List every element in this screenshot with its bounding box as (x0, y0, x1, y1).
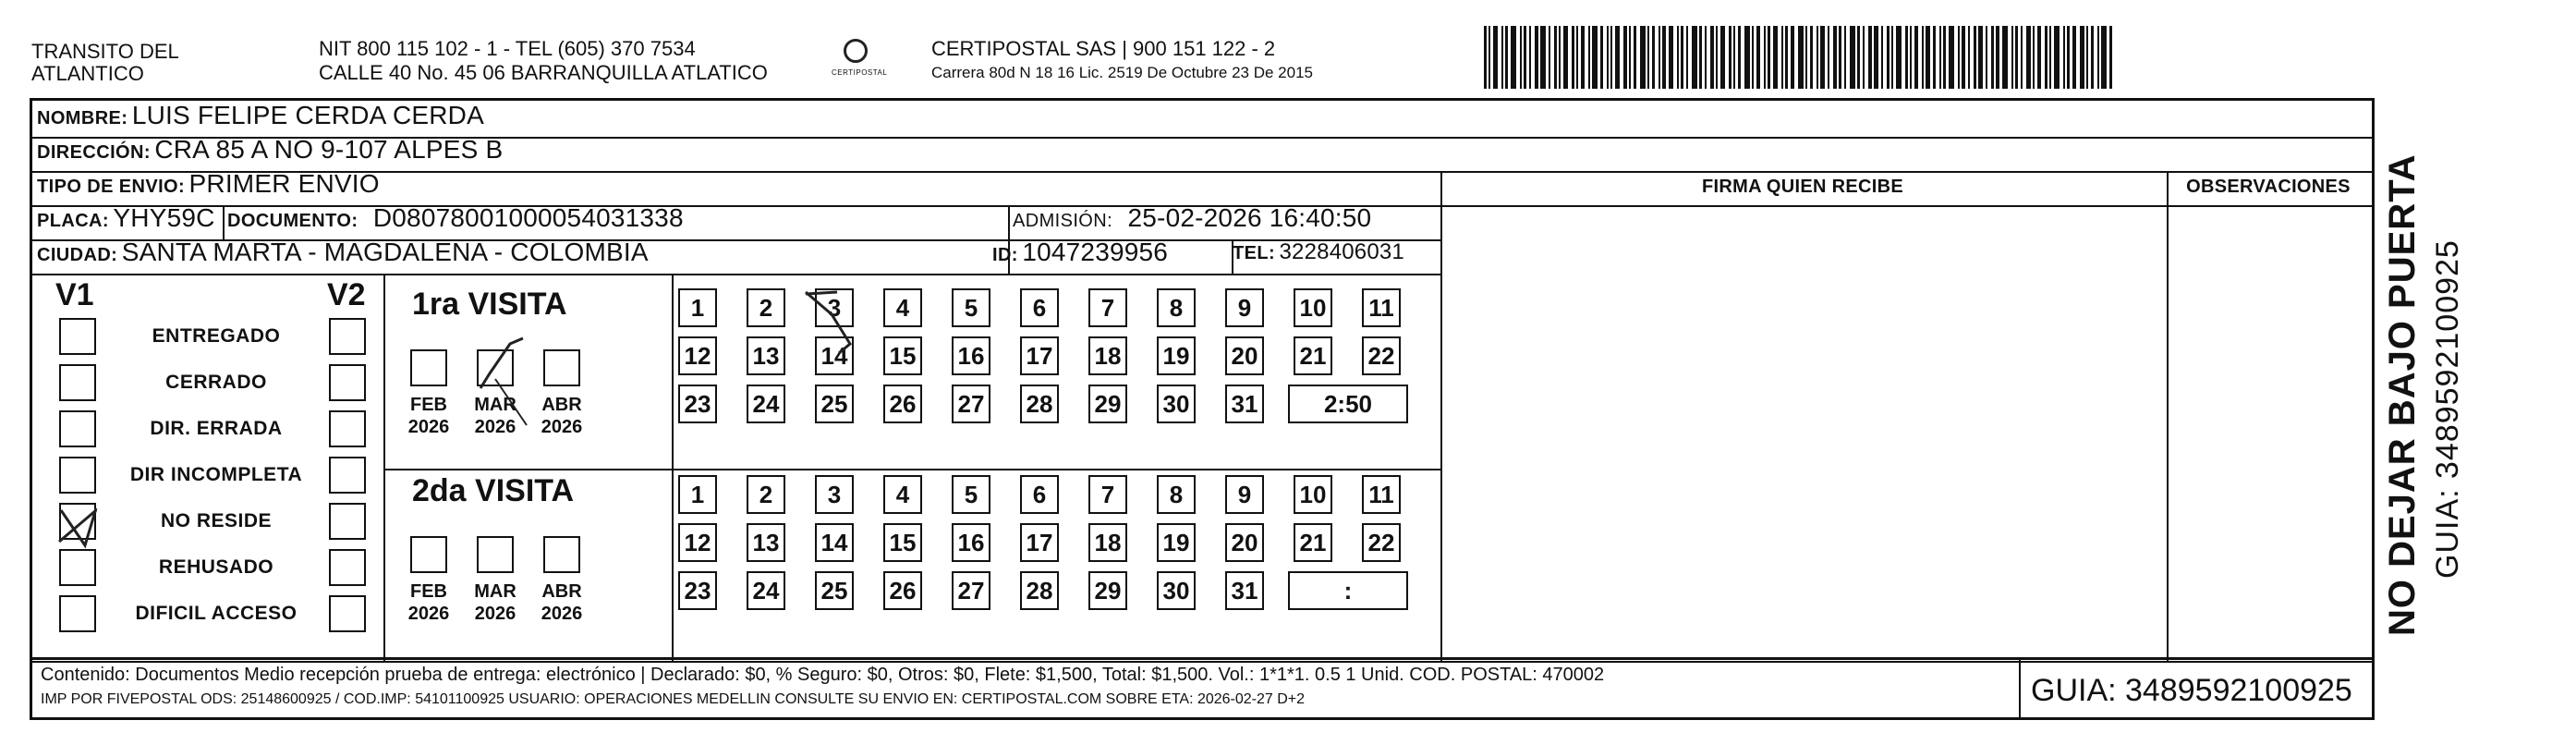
day-box[interactable]: 4 (883, 288, 922, 327)
id-value: 1047239956 (1022, 238, 1169, 266)
day-box[interactable]: 22 (1362, 523, 1401, 562)
issuer-line2: ATLANTICO (31, 62, 144, 85)
tipo-value: PRIMER ENVIO (188, 169, 380, 198)
day-box[interactable]: 21 (1294, 336, 1332, 375)
day-box[interactable]: 9 (1225, 475, 1264, 514)
nombre-value: LUIS FELIPE CERDA CERDA (131, 101, 484, 129)
carrier-line2: Carrera 80d N 18 16 Lic. 2519 De Octubre 23 De 2015 (931, 64, 1313, 81)
day-box[interactable]: 15 (883, 336, 922, 375)
firma-header: FIRMA QUIEN RECIBE (1702, 177, 1903, 197)
footer-print-line: IMP POR FIVEPOSTAL ODS: 25148600925 / COD.IMP: 54101100925 USUARIO: OPERACIONES MEDELLIN CONSULTE SU ENVIO EN: CERTIPOSTAL.COM SOBRE ETA: 2026-02-27 D+2 (41, 691, 1306, 707)
day-box[interactable]: 12 (678, 336, 717, 375)
month-year: 2026 (541, 604, 583, 624)
no-dejar-warning: NO DEJAR BAJO PUERTA (2382, 153, 2423, 636)
month-name: MAR (474, 581, 516, 602)
time-box[interactable]: : (1288, 571, 1408, 610)
nit-line: NIT 800 115 102 - 1 - TEL (605) 370 7534 (319, 37, 696, 60)
reason-label: CERRADO (165, 372, 267, 393)
documento-label: DOCUMENTO: (227, 211, 358, 231)
reason-label: ENTREGADO (152, 325, 281, 347)
day-box[interactable]: 11 (1362, 288, 1401, 327)
v2-header: V2 (327, 277, 366, 312)
day-box[interactable]: 8 (1157, 475, 1196, 514)
day-box[interactable]: 19 (1157, 336, 1196, 375)
reason-label: DIR. ERRADA (150, 418, 283, 439)
admision-label: ADMISIÓN: (1013, 211, 1113, 231)
day-box[interactable]: 22 (1362, 336, 1401, 375)
direccion-label: DIRECCIÓN: (37, 142, 151, 163)
day-box[interactable]: 24 (747, 385, 785, 423)
day-box[interactable]: 11 (1362, 475, 1401, 514)
day-box[interactable]: 29 (1088, 571, 1127, 610)
day-box[interactable]: 6 (1020, 475, 1059, 514)
day-box[interactable]: 14 (815, 336, 854, 375)
day-box[interactable]: 25 (815, 385, 854, 423)
day-box[interactable]: 6 (1020, 288, 1059, 327)
tel-label: TEL: (1233, 243, 1276, 263)
day-box[interactable]: 10 (1294, 475, 1332, 514)
tipo-label: TIPO DE ENVIO: (37, 177, 186, 197)
observaciones-header: OBSERVACIONES (2186, 177, 2351, 197)
day-box[interactable]: 24 (747, 571, 785, 610)
day-box[interactable]: 16 (952, 523, 990, 562)
day-box[interactable]: 2 (747, 475, 785, 514)
day-box[interactable]: 26 (883, 385, 922, 423)
footer-guia: GUIA: 3489592100925 (2031, 673, 2352, 708)
day-box[interactable]: 28 (1020, 571, 1059, 610)
month-year: 2026 (407, 417, 450, 437)
address-line: CALLE 40 No. 45 06 BARRANQUILLA ATLATICO (319, 61, 768, 84)
documento-value: D08078001000054031338 (372, 203, 684, 232)
day-box[interactable]: 27 (952, 385, 990, 423)
day-box[interactable]: 16 (952, 336, 990, 375)
day-box[interactable]: 1 (678, 475, 717, 514)
id-label: ID: (992, 245, 1018, 265)
visit2-title: 2da VISITA (412, 473, 575, 508)
day-box[interactable]: 7 (1088, 288, 1127, 327)
day-box[interactable]: 30 (1157, 571, 1196, 610)
day-box[interactable]: 15 (883, 523, 922, 562)
month-year: 2026 (541, 417, 583, 437)
day-box[interactable]: 3 (815, 288, 854, 327)
logo-caption: CERTIPOSTAL (832, 68, 888, 77)
nombre-label: NOMBRE: (37, 108, 128, 128)
day-box[interactable]: 31 (1225, 385, 1264, 423)
placa-label: PLACA: (37, 211, 109, 231)
side-guia: GUIA: 3489592100925 (2430, 239, 2465, 579)
month-name: ABR (541, 395, 582, 415)
day-box[interactable]: 3 (815, 475, 854, 514)
day-box[interactable]: 30 (1157, 385, 1196, 423)
day-box[interactable]: 23 (678, 571, 717, 610)
day-box[interactable]: 31 (1225, 571, 1264, 610)
day-box[interactable]: 9 (1225, 288, 1264, 327)
ciudad-value: SANTA MARTA - MAGDALENA - COLOMBIA (121, 238, 649, 266)
issuer-line1: TRANSITO DEL (31, 40, 179, 63)
month-name: MAR (474, 395, 516, 415)
day-box[interactable]: 7 (1088, 475, 1127, 514)
reason-label: NO RESIDE (160, 510, 273, 531)
reason-label: DIFICIL ACCESO (135, 603, 298, 624)
time-box[interactable]: 2:50 (1288, 385, 1408, 423)
day-box[interactable]: 23 (678, 385, 717, 423)
month-name: ABR (541, 581, 582, 602)
footer-content-line: Contenido: Documentos Medio recepción prueba de entrega: electrónico | Declarado: $0, % Seguro: $0, Otros: $0, Flete: $1,500, Total: $1,500. Vol.: 1*1*1. 0.5 1 Unid. COD. POSTAL: 470002 (41, 665, 1605, 685)
day-box[interactable]: 5 (952, 288, 990, 327)
day-box[interactable]: 28 (1020, 385, 1059, 423)
direccion-value: CRA 85 A NO 9-107 ALPES B (154, 135, 504, 164)
placa-value: YHY59C (113, 203, 215, 232)
day-box[interactable]: 18 (1088, 523, 1127, 562)
admision-value: 25-02-2026 16:40:50 (1127, 203, 1372, 232)
day-box[interactable]: 12 (678, 523, 717, 562)
ciudad-label: CIUDAD: (37, 245, 118, 265)
day-box[interactable]: 13 (747, 336, 785, 375)
mar-check-icon (480, 338, 523, 388)
v1-header: V1 (55, 277, 94, 312)
day-box[interactable]: 29 (1088, 385, 1127, 423)
reason-label: REHUSADO (158, 556, 274, 578)
day-box[interactable]: 26 (883, 571, 922, 610)
reason-label: DIR INCOMPLETA (129, 464, 303, 485)
day-box[interactable]: 21 (1294, 523, 1332, 562)
day-box[interactable]: 5 (952, 475, 990, 514)
month-name: FEB (410, 395, 447, 415)
month-year: 2026 (407, 604, 450, 624)
day-box[interactable]: 25 (815, 571, 854, 610)
day-box[interactable]: 10 (1294, 288, 1332, 327)
day-box[interactable]: 8 (1157, 288, 1196, 327)
carrier-line1: CERTIPOSTAL SAS | 900 151 122 - 2 (931, 37, 1276, 60)
month-year: 2026 (474, 417, 516, 437)
day-box[interactable]: 13 (747, 523, 785, 562)
day3-mark-icon (806, 292, 850, 353)
month-year: 2026 (474, 604, 516, 624)
day-box[interactable]: 17 (1020, 336, 1059, 375)
day-box[interactable]: 1 (678, 288, 717, 327)
day-box[interactable]: 18 (1088, 336, 1127, 375)
day-box[interactable]: 2 (747, 288, 785, 327)
month-name: FEB (410, 581, 447, 602)
day-box[interactable]: 27 (952, 571, 990, 610)
day-box[interactable]: 4 (883, 475, 922, 514)
day-box[interactable]: 17 (1020, 523, 1059, 562)
day-box[interactable]: 20 (1225, 523, 1264, 562)
day-box[interactable]: 20 (1225, 336, 1264, 375)
day-box[interactable]: 14 (815, 523, 854, 562)
visit1-title: 1ra VISITA (412, 287, 567, 322)
day-box[interactable]: 19 (1157, 523, 1196, 562)
tel-value: 3228406031 (1279, 239, 1404, 264)
